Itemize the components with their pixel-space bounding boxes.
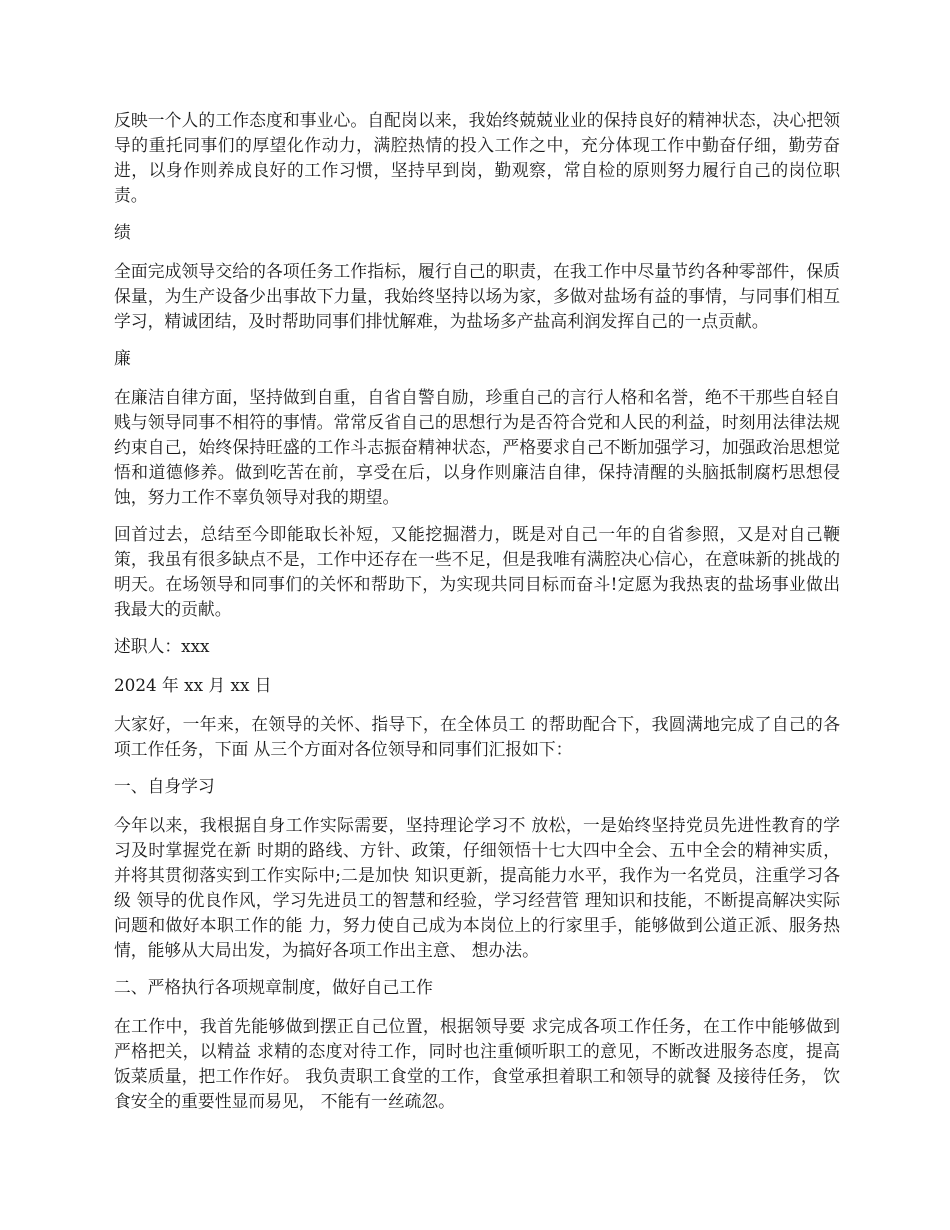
- heading-integrity: 廉: [114, 348, 131, 368]
- section-heading-regulations: 二、严格执行各项规章制度，做好自己工作: [114, 977, 433, 997]
- paragraph-performance: 全面完成领导交给的各项任务工作指标，履行自己的职责，在我工作中尽量节约各种零部件，保质保量，为生产设备少出事故下力量，我始终坚持以场为家，多做对盐场有益的事情，与同事们相互学习，精诚团结，及时帮助同事们排忧解难，为盐场多产盐高利润发挥自己的一点贡献。: [114, 261, 840, 331]
- heading-performance: 绩: [114, 222, 131, 242]
- document-page: [114, 108, 840, 1126]
- date-line: 2024 年 xx 月 xx 日: [114, 675, 272, 695]
- paragraph-review: 回首过去，总结至今即能取长补短，又能挖掘潜力，既是对自己一年的自省参照，又是对自己鞭策，我虽有很多缺点不是，工作中还存在一些不足，但是我唯有满腔决心信心，在意味新的挑战的明天。在场领导和同事们的关怀和帮助下，为实现共同目标而奋斗!定愿为我热衷的盐场事业做出我最大的贡献。: [114, 524, 840, 619]
- paragraph-regulations: 在工作中，我首先能够做到摆正自己位置，根据领导要 求完成各项工作任务，在工作中能够做到严格把关，以精益 求精的态度对待工作，同时也注重倾听职工的意见，不断改进服务态度，提高饭菜质量，把工作作好。 我负责职工食堂的工作，食堂承担着职工和领导的就餐 及接待任务， 饮食安全的重要性显而易见， 不能有一丝疏忽。: [114, 1016, 840, 1111]
- paragraph-integrity: 在廉洁自律方面，坚持做到自重，自省自警自励，珍重自己的言行人格和名誉，绝不干那些自轻自贱与领导同事不相符的事情。常常反省自己的思想行为是否符合党和人民的利益，时刻用法律法规约束自己，始终保持旺盛的工作斗志振奋精神状态，严格要求自己不断加强学习，加强政治思想觉悟和道德修养。做到吃苦在前，享受在后，以身作则廉洁自律，保持清醒的头脑抵制腐朽思想侵蚀，努力工作不辜负领导对我的期望。: [114, 387, 840, 507]
- paragraph-greeting: 大家好，一年来，在领导的关怀、指导下，在全体员工 的帮助配合下，我圆满地完成了自己的各项工作任务，下面 从三个方面对各位领导和同事们汇报如下：: [114, 714, 840, 759]
- paragraph-self-study: 今年以来，我根据自身工作实际需要，坚持理论学习不 放松，一是始终坚持党员先进性教育的学习及时掌握党在新 时期的路线、方针、政策，仔细领悟十七大四中全会、五中全会的精神实质，并将其贯彻落实到工作实际中;二是加快 知识更新，提高能力水平，我作为一名党员，注重学习各级 领导的优良作风，学习先进员工的智慧和经验，学习经营管 理知识和技能，不断提高解决实际问题和做好本职工作的能 力，努力使自己成为本岗位上的行家里手，能够做到公道正派、服务热情，能够从大局出发，为搞好各项工作出主意、 想办法。: [114, 815, 840, 960]
- paragraph-attitude: 反映一个人的工作态度和事业心。自配岗以来，我始终兢兢业业的保持良好的精神状态，决心把领导的重托同事们的厚望化作动力，满腔热情的投入工作之中，充分体现工作中勤奋仔细，勤劳奋进，以身作则养成良好的工作习惯，坚持早到岗，勤观察，常自检的原则努力履行自己的岗位职责。: [114, 110, 840, 205]
- section-heading-self-study: 一、自身学习: [114, 776, 215, 796]
- reporter-line: 述职人：xxx: [114, 636, 210, 656]
